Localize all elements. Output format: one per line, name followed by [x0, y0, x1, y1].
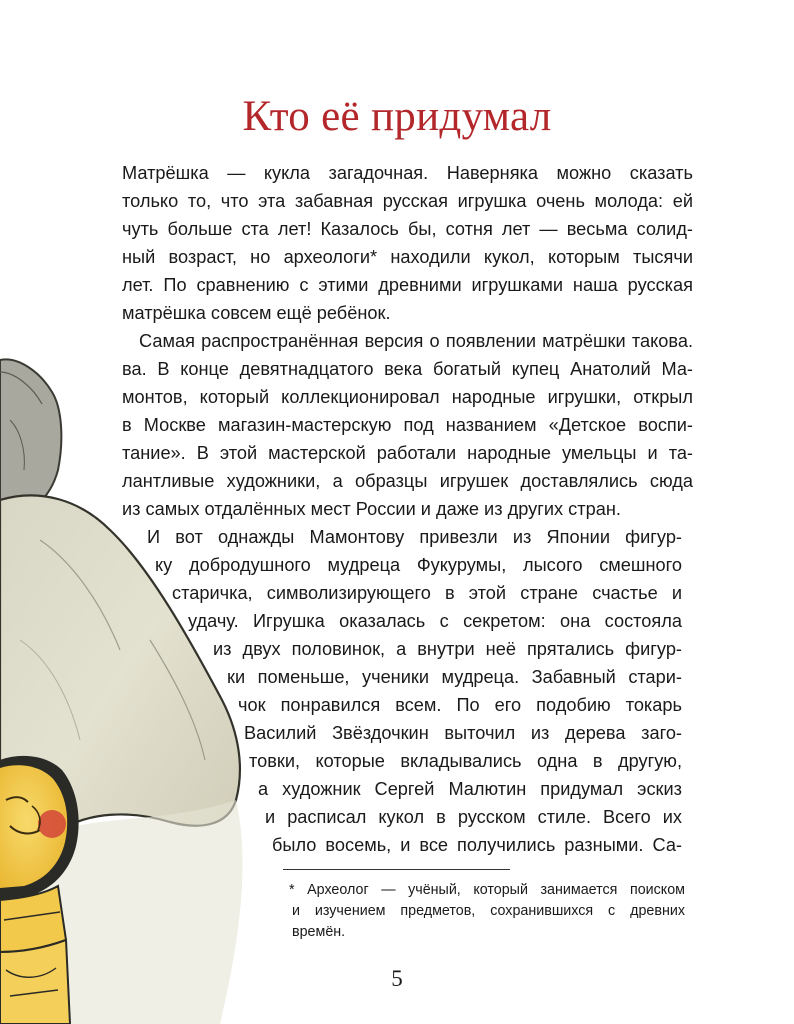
body-line: ки поменьше, ученики мудреца. Забавный стари- — [227, 667, 682, 687]
body-line: лет. По сравнению с этими древними игрушками наша русская — [122, 275, 693, 295]
body-line: из двух половинок, а внутри неё прятались фигур- — [213, 639, 682, 659]
footnote-divider — [283, 869, 510, 870]
body-line: а художник Сергей Малютин придумал эскиз — [258, 779, 682, 799]
body-line: удачу. Игрушка оказалась с секретом: она состояла — [188, 611, 682, 631]
body-line: монтов, который коллекционировал народные игрушки, открыл — [122, 387, 693, 407]
body-line: ва. В конце девятнадцатого века богатый купец Анатолий Ма- — [122, 359, 693, 379]
body-line: Василий Звёздочкин выточил из дерева заго- — [244, 723, 682, 743]
body-line: старичка, символизирующего в этой стране счастье и — [172, 583, 682, 603]
body-line: только то, что эта забавная русская игрушка очень молода: ей — [122, 191, 693, 211]
body-line: ный возраст, но археологи* находили кукол, которым тысячи — [122, 247, 693, 267]
body-line: было восемь, и все получились разными. Са- — [272, 835, 682, 855]
footnote-line: времён. — [292, 924, 346, 940]
body-line: лантливые художники, а образцы игрушек доставлялись сюда — [122, 471, 693, 491]
body-line: и расписал кукол в русском стиле. Всего их — [265, 807, 682, 827]
body-line: Матрёшка — кукла загадочная. Наверняка можно сказать — [122, 163, 693, 183]
body-line: матрёшка совсем ещё ребёнок. — [122, 303, 391, 323]
page-number: 5 — [391, 966, 403, 991]
body-line: И вот однажды Мамонтову привезли из Японии фигур- — [147, 527, 682, 547]
body-line: в Москве магазин-мастерскую под названием «Детское воспи- — [122, 415, 693, 435]
body-line: чок понравился всем. По его подобию токарь — [238, 695, 682, 715]
body-line: Самая распространённая версия о появлении матрёшки такова. — [139, 331, 693, 351]
footnote-line: и изучением предметов, сохранившихся с древних — [292, 903, 685, 919]
body-line: чуть больше ста лет! Казалось бы, сотня лет — весьма солид- — [122, 219, 693, 239]
body-line: из самых отдалённых мест России и даже из других стран. — [122, 499, 621, 519]
body-line: товки, которые вкладывались одна в другую, — [249, 751, 682, 771]
page-title: Кто её придумал — [242, 93, 552, 140]
body-line: тание». В этой мастерской работали народные умельцы и та- — [122, 443, 693, 463]
footnote-line: * Археолог — учёный, который занимается поиском — [289, 882, 685, 898]
body-line: ку добродушного мудреца Фукурумы, лысого смешного — [155, 555, 682, 575]
